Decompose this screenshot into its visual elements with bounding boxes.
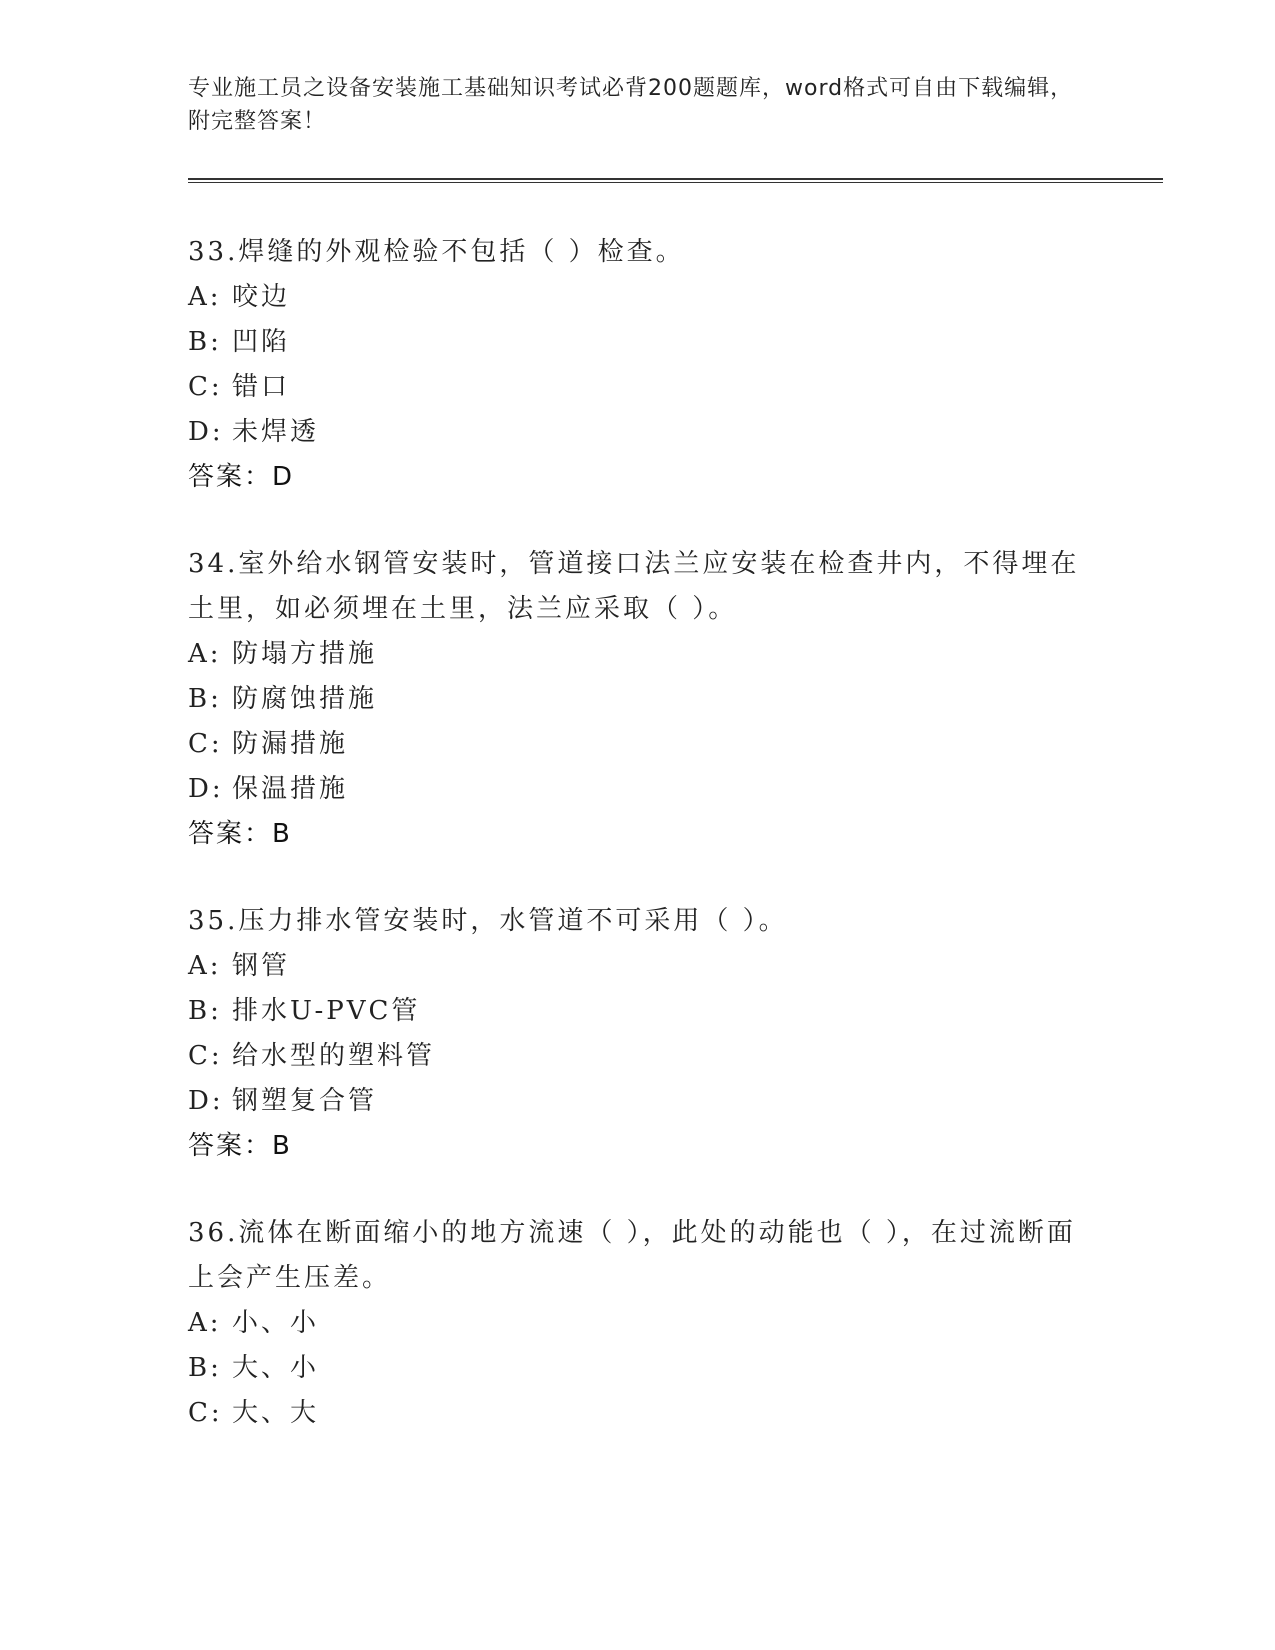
question-33 — [188, 230, 1088, 500]
option-key: A: — [188, 951, 222, 981]
option-d — [188, 767, 1088, 812]
question-stem: 33.焊缝的外观检验不包括（ ）检查。 — [188, 237, 685, 267]
question-stem: 35.压力排水管安装时，水管道不可采用（ ）。 — [188, 906, 788, 936]
option-key: C: — [188, 1041, 223, 1071]
option-key: C: — [188, 372, 223, 402]
option-a — [188, 632, 1088, 677]
option-key: B: — [188, 327, 222, 357]
header-divider — [188, 178, 1163, 183]
option-c — [188, 1391, 1088, 1436]
option-key: D: — [188, 1086, 224, 1116]
option-text: 小、小 — [232, 1308, 320, 1338]
option-text: 给水型的塑料管 — [232, 1041, 436, 1071]
option-text: 大、小 — [232, 1353, 320, 1383]
option-c — [188, 1034, 1088, 1079]
option-b — [188, 320, 1088, 365]
option-text: 排水U-PVC管 — [232, 996, 421, 1026]
question-stem: 34.室外给水钢管安装时，管道接口法兰应安装在检查井内，不得埋在土里，如必须埋在土里，法兰应采取（ ）。 — [188, 549, 1080, 624]
option-key: B: — [188, 684, 222, 714]
option-c — [188, 365, 1088, 410]
answer: 答案：B — [188, 819, 292, 849]
option-b — [188, 989, 1088, 1034]
option-a — [188, 1301, 1088, 1346]
option-text: 咬边 — [232, 282, 291, 312]
question-35 — [188, 899, 1088, 1169]
question-36 — [188, 1211, 1088, 1436]
option-text: 防腐蚀措施 — [232, 684, 378, 714]
option-text: 钢塑复合管 — [232, 1086, 378, 1116]
option-a — [188, 275, 1088, 320]
question-list — [188, 230, 1088, 1478]
option-key: D: — [188, 417, 224, 447]
question-34 — [188, 542, 1088, 857]
option-key: B: — [188, 996, 222, 1026]
option-text: 防塌方措施 — [232, 639, 378, 669]
option-c — [188, 722, 1088, 767]
option-text: 大、大 — [232, 1398, 320, 1428]
option-text: 未焊透 — [232, 417, 320, 447]
option-key: C: — [188, 1398, 223, 1428]
option-key: D: — [188, 774, 224, 804]
answer: 答案：D — [188, 462, 295, 492]
question-stem: 36.流体在断面缩小的地方流速（ ），此处的动能也（ ），在过流断面上会产生压差。 — [188, 1218, 1076, 1293]
option-key: A: — [188, 282, 222, 312]
option-a — [188, 944, 1088, 989]
document-header: 专业施工员之设备安装施工基础知识考试必背200题题库，word格式可自由下载编辑，附完整答案！ — [188, 76, 1074, 134]
option-b — [188, 677, 1088, 722]
option-d — [188, 1079, 1088, 1124]
option-text: 保温措施 — [232, 774, 349, 804]
option-text: 错口 — [232, 372, 291, 402]
option-key: B: — [188, 1353, 222, 1383]
option-text: 钢管 — [232, 951, 291, 981]
option-key: C: — [188, 729, 223, 759]
option-text: 凹陷 — [232, 327, 291, 357]
option-key: A: — [188, 639, 222, 669]
answer: 答案：B — [188, 1131, 292, 1161]
option-key: A: — [188, 1308, 222, 1338]
option-b — [188, 1346, 1088, 1391]
option-text: 防漏措施 — [232, 729, 349, 759]
option-d — [188, 410, 1088, 455]
